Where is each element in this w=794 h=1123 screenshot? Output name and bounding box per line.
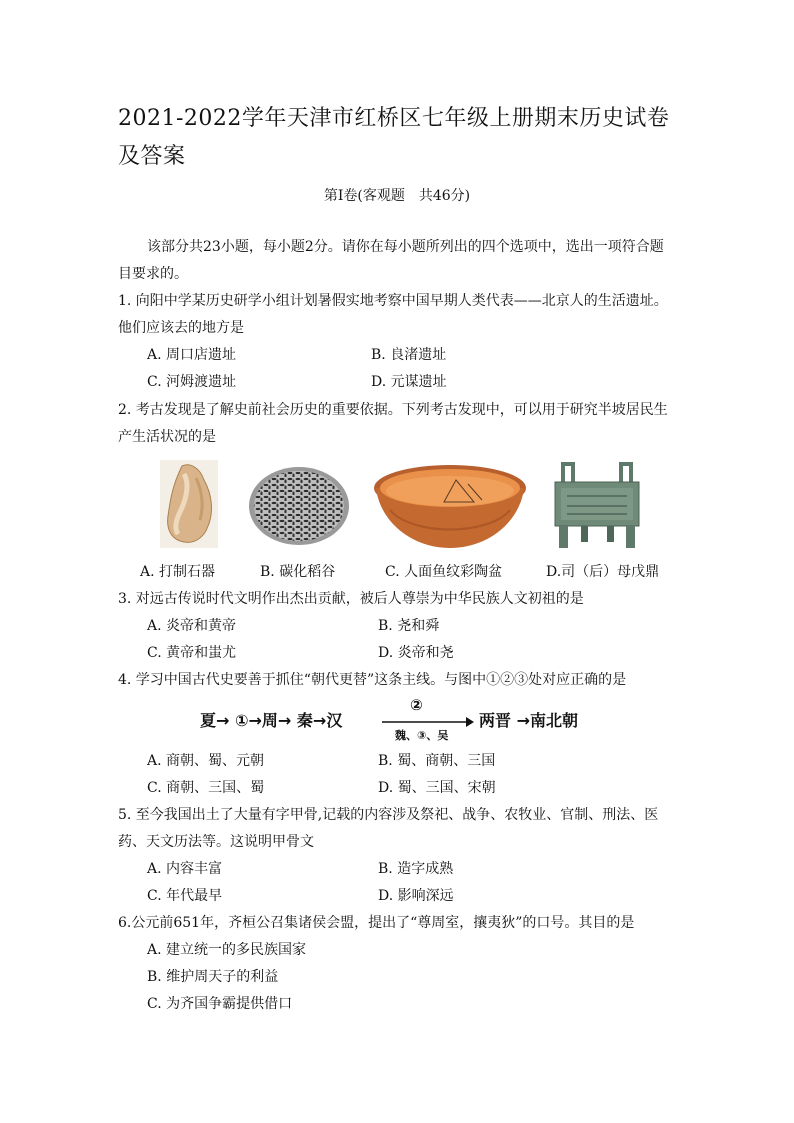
q1-option-a: A. 周口店遗址 [147, 347, 237, 363]
q6-option-c: C. 为齐国争霸提供借口 [147, 996, 293, 1012]
q6-option-a: A. 建立统一的多民族国家 [147, 942, 307, 958]
q5-option-b: B. 造字成熟 [378, 861, 454, 877]
question-3-stem: 3. 对远古传说时代文明作出杰出贡献，被后人尊崇为中华民族人文初祖的是 [118, 591, 584, 607]
q3-option-c: C. 黄帝和蚩尤 [147, 645, 237, 661]
document-title: 2021-2022学年天津市红桥区七年级上册期末历史试卷及答案 [118, 106, 670, 169]
question-4-stem: 4. 学习中国古代史要善于抓住“朝代更替”这条主线。与图中①②③处对应正确的是 [118, 672, 627, 688]
q3-option-a: A. 炎帝和黄帝 [147, 618, 237, 634]
q5-option-d: D. 影响深远 [378, 888, 454, 904]
q2-option-a: A. 打制石器 [140, 564, 216, 580]
carbonized-rice-image [247, 465, 351, 547]
stone-tool-image [160, 460, 218, 548]
intro-line: 目要求的。 [118, 266, 188, 282]
question-2-stem: 2. 考古发现是了解史前社会历史的重要依据。下列考古发现中，可以用于研究半坡居民生 [118, 402, 668, 418]
q4-option-a: A. 商朝、蜀、元朝 [147, 753, 265, 769]
question-1-stem: 1. 向阳中学某历史研学小组计划暑假实地考察中国早期人类代表——北京人的生活遗址。 [118, 293, 668, 309]
q4-option-c: C. 商朝、三国、蜀 [147, 780, 265, 796]
question-2-stem: 产生活状况的是 [118, 429, 216, 445]
q3-option-b: B. 尧和舜 [378, 618, 440, 634]
timeline-three-kingdoms: 魏、③、吴 [395, 729, 449, 742]
q5-option-a: A. 内容丰富 [147, 861, 223, 877]
q4-option-b: B. 蜀、商朝、三国 [378, 753, 496, 769]
painted-pottery-basin-image [372, 462, 529, 552]
intro-line: 该部分共23小题，每小题2分。请你在每小题所列出的四个选项中，选出一项符合题 [147, 239, 664, 255]
question-5-stem: 5. 至今我国出土了大量有字甲骨,记载的内容涉及祭祀、战争、农牧业、官制、刑法、医 [118, 807, 659, 823]
part-heading: 第Ⅰ卷(客观题 共46分) [323, 188, 471, 204]
q5-option-c: C. 年代最早 [147, 888, 223, 904]
timeline-sequence-end: 两晋 →南北朝 [479, 711, 578, 730]
q2-option-c: C. 人面鱼纹彩陶盆 [385, 564, 503, 580]
q6-option-b: B. 维护周天子的利益 [147, 969, 279, 985]
question-1-stem: 他们应该去的地方是 [118, 320, 244, 336]
q1-option-c: C. 河姆渡遗址 [147, 374, 237, 390]
bronze-ding-image [551, 462, 643, 550]
q2-option-d: D.司（后）母戊鼎 [546, 564, 660, 580]
q4-option-d: D. 蜀、三国、宋朝 [378, 780, 496, 796]
q1-option-d: D. 元谋遗址 [371, 374, 447, 390]
question-6-stem: 6.公元前651年，齐桓公召集诸侯会盟，提出了“尊周室，攘夷狄”的口号。其目的是 [118, 915, 635, 931]
q2-option-b: B. 碳化稻谷 [260, 564, 336, 580]
question-5-stem: 药、天文历法等。这说明甲骨文 [118, 834, 314, 850]
timeline-marker-2: ② [410, 696, 423, 714]
timeline-sequence: 夏→ ①→周→ 秦→汉 [200, 711, 343, 730]
q3-option-d: D. 炎帝和尧 [378, 645, 454, 661]
dynasty-timeline [195, 696, 615, 745]
q1-option-b: B. 良渚遗址 [371, 347, 447, 363]
